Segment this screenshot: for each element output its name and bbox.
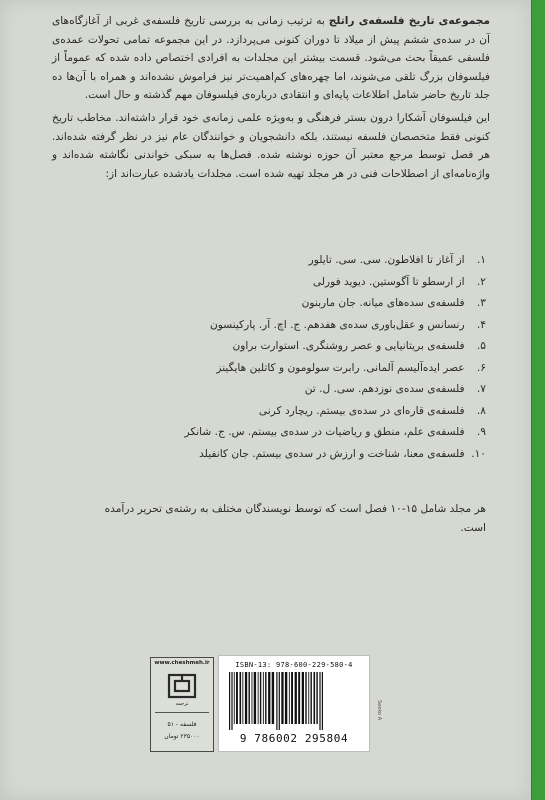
series-title: مجموعه‌ی تاریخ فلسفه‌ی راتلج <box>328 15 490 27</box>
volume-number: ۱۰. <box>471 447 486 460</box>
volume-number: ۴. <box>476 318 486 331</box>
volume-title: فلسفه‌ی قاره‌ای در سده‌ی بیستم. ریچارد کرنی <box>258 404 465 417</box>
volume-item <box>70 444 486 466</box>
ean-number: 9 786002 295804 <box>239 732 349 745</box>
volume-title: از آغاز تا افلاطون. سی. سی. تایلور <box>308 254 465 266</box>
volume-number: ۳. <box>476 297 486 309</box>
description-text <box>52 12 490 187</box>
volume-number: ۹. <box>476 426 486 438</box>
volume-title: فلسفه‌ی سده‌های میانه. جان ماربنون <box>301 297 465 309</box>
volume-title: فلسفه‌ی معنا، شناخت و ارزش در سده‌ی بیستم. جان کانفیلد <box>199 447 465 460</box>
volume-number: ۷. <box>476 383 486 395</box>
paragraph-audience <box>52 109 490 183</box>
volume-title: عصر ایده‌آلیسم آلمانی. رابرت سولومون و کاتلین هایگینز <box>216 361 465 374</box>
series-number: فلسفه - ۵۱ <box>167 721 197 728</box>
publisher-logo-box <box>150 657 214 752</box>
barcode-icon <box>227 672 361 730</box>
volume-title: فلسفه‌ی بریتانیایی و عصر روشنگری. استوارت براون <box>232 340 465 352</box>
paragraph-intro-text: به ترتیب زمانی به بررسی تاریخ فلسفه‌ی غربی از آغازگاه‌های آن در سده‌ی ششم پیش از میلاد تا دوران کنونی می‌پردازد. در این مجموعه تمامی تحولات عمده‌ی فلسفی عمیقاً بحث می‌شود. قسمت بیشتر این مجلدات به افرادی اختصاص داده شده که عموماً از فیلسوفان بزرگ تلقی می‌شوند، اما چهره‌های کم‌اهمیت‌تر نیز فراموش نشده‌اند و همراه با آن‌ها ده جلد تاریخ حاضر شامل اطلاعات پایه‌ای و انتقادی درباره‌ی فیلسوفان مهم گذشته و حال است. <box>52 15 490 102</box>
volume-title: رنسانس و عقل‌باوری سده‌ی هفدهم. ج. اچ. آر. پارکینسون <box>209 318 465 331</box>
publisher-word: ترجمه <box>175 701 189 707</box>
volume-item <box>70 315 486 337</box>
print-mark <box>374 700 384 740</box>
volume-item <box>70 422 486 444</box>
green-spine-edge <box>531 0 545 800</box>
volume-number: ۱. <box>476 254 486 266</box>
volume-item <box>70 401 486 423</box>
price-label: ۲۳۵۰۰۰ تومان <box>164 733 200 740</box>
volume-item <box>70 293 486 315</box>
volume-item <box>70 336 486 358</box>
volume-title: از ارسطو تا آگوستین. دیوید فورلی <box>312 275 465 288</box>
volume-item <box>70 379 486 401</box>
volume-number: ۶. <box>476 361 486 374</box>
volume-number: ۲. <box>476 275 486 288</box>
volume-item <box>70 250 486 272</box>
paragraph-intro <box>52 12 490 105</box>
closing-text: هر مجلد شامل ۱۵-۱۰ فصل است که توسط نویسندگان مختلف به رشته‌ی تحریر درآمده است. <box>104 503 486 534</box>
volume-list <box>70 250 486 465</box>
logo-divider <box>155 712 209 713</box>
publisher-url: www.cheshmeh.ir <box>154 660 210 666</box>
volume-number: ۸. <box>476 404 486 417</box>
print-mark-text: Seeko A <box>376 700 382 721</box>
volume-item <box>70 272 486 294</box>
paragraph-audience-text: این فیلسوفان آشکارا درون بستر فرهنگی و به‌ویژه علمی زمانه‌ی خود قرار داشته‌اند. مخاطب تاریخ کنونی فقط متخصصان فلسفه نیستند، بلکه دانشجویان و خوانندگان عام نیز در نظر گرفته شده‌اند. هر فصل توسط مرجع معتبر آن حوزه نوشته شده. فصل‌ها به سبکی خواندنی نگاشته شده‌اند و واژه‌نامه‌ای از اصطلاحات فنی در هر مجلد تهیه شده است. مجلدات یادشده عبارت‌اند از: <box>52 111 490 180</box>
publisher-logo-icon <box>167 672 197 700</box>
volume-title: فلسفه‌ی علم، منطق و ریاضیات در سده‌ی بیستم. س. ج. شانکر <box>184 426 465 438</box>
volume-title: فلسفه‌ی سده‌ی نوزدهم. سی. ل. تن <box>304 383 465 395</box>
volume-number: ۵. <box>476 340 486 352</box>
isbn-label: ISBN-13: 978-600-229-580-4 <box>235 661 353 669</box>
volume-item <box>70 358 486 380</box>
barcode-box <box>218 655 370 752</box>
